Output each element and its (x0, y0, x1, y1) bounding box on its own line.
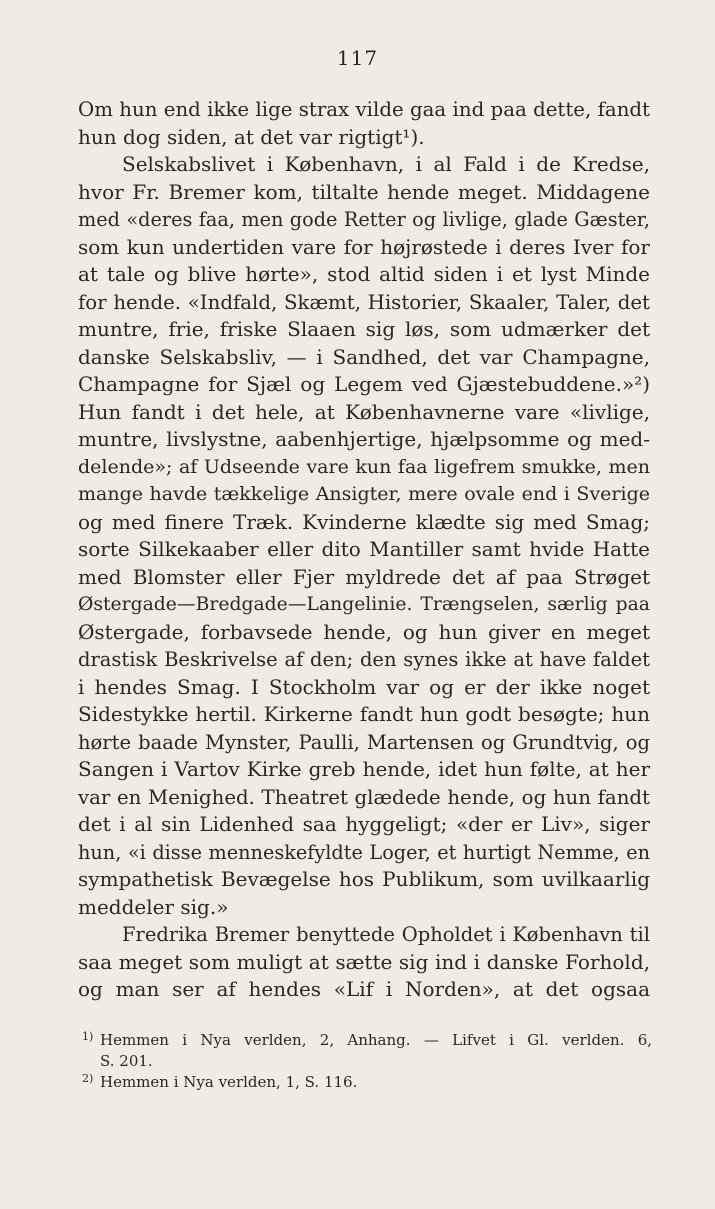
text-line: Sangen i Vartov Kirke greb hende, idet hun følte, at her (78, 757, 650, 781)
text-line: danske Selskabsliv, — i Sandhed, det var Champagne, (78, 344, 650, 369)
text-line: hun dog siden, at det var rigtigt¹). (78, 124, 425, 149)
text-line: med «deres faa, men gode Retter og livlige, glade Gæster, (78, 208, 650, 231)
text-line: at tale og blive hørte», stod altid siden i et lyst Minde (78, 262, 650, 286)
page-number: 117 (336, 46, 379, 70)
text-line: Selskabslivet i København, i al Fald i de Kredse, (122, 152, 650, 176)
text-line: delende»; af Udseende vare kun faa ligefrem smukke, men (78, 455, 650, 478)
text-line: sympathetisk Bevægelse hos Publikum, som uvilkaarlig (78, 867, 650, 891)
text-line: Champagne for Sjæl og Legem ved Gjæstebuddene.»²) (78, 372, 650, 396)
text-line: Østergade—Bredgade—Langelinie. Trængselen, særlig paa (78, 594, 650, 615)
text-line: for hende. «Indfald, Skæmt, Historier, Skaaler, Taler, det (78, 290, 650, 314)
text-line: Hun fandt i det hele, at Københavnerne vare «livlige, (78, 399, 650, 424)
text-line: drastisk Beskrivelse af den; den synes ikke at have faldet (78, 648, 650, 671)
text-line: saa meget som muligt at sætte sig ind i danske Forhold, (78, 949, 650, 974)
text-line: Østergade, forbavsede hende, og hun giver en meget (78, 619, 650, 644)
footnote-marker: 2) (82, 1072, 94, 1085)
text-line: som kun undertiden vare for højrøstede i deres Iver for (78, 234, 650, 259)
text-line: Sidestykke hertil. Kirkerne fandt hun godt besøgte; hun (78, 702, 650, 726)
footnote-line (82, 1030, 652, 1051)
text-line: Om hun end ikke lige strax vilde gaa ind paa dette, fandt (78, 98, 650, 121)
footnote (82, 1030, 652, 1072)
text-line: i hendes Smag. I Stockholm var og er der ikke noget (78, 674, 650, 699)
text-line: Fredrika Bremer benyttede Opholdet i København til (122, 923, 650, 946)
text-line: med Blomster eller Fjer myldrede det af paa Strøget (78, 564, 650, 589)
footnote-continuation: S. 201. (100, 1052, 153, 1070)
text-line: sorte Silkekaaber eller dito Mantiller samt hvide Hatte (78, 537, 650, 561)
text-line: hvor Fr. Bremer kom, tiltalte hende meget. Middagene (78, 179, 650, 204)
text-line: det i al sin Lidenhed saa hyggeligt; «der er Liv», siger (78, 812, 650, 836)
text-line: mange havde tækkelige Ansigter, mere ovale end i Sverige (78, 483, 650, 505)
text-line: muntre, livslystne, aabenhjertige, hjælpsomme og med- (78, 427, 650, 451)
text-line: og med finere Træk. Kvinderne klædte sig med Smag; (78, 509, 650, 534)
footnote-line (82, 1072, 652, 1093)
body-text (78, 96, 650, 1004)
text-line: hun, «i disse menneskefyldte Loger, et hurtigt Nemme, en (78, 840, 650, 864)
footnote-text: Hemmen i Nya verlden, 2, Anhang. — Lifvet i Gl. verlden. 6, (100, 1031, 652, 1049)
text-line: var en Menighed. Theatret glædede hende, og hun fandt (78, 785, 650, 809)
footnote-text: Hemmen i Nya verlden, 1, S. 116. (100, 1073, 358, 1091)
footnotes (82, 1030, 652, 1093)
text-line: meddeler sig.» (78, 894, 229, 919)
footnote (82, 1072, 652, 1093)
text-line: hørte baade Mynster, Paulli, Martensen og Grundtvig, og (78, 730, 650, 754)
text-line: og man ser af hendes «Lif i Norden», at det ogsaa (78, 977, 650, 1001)
text-line: muntre, frie, friske Slaaen sig løs, som udmærker det (78, 317, 650, 341)
footnote-marker: 1) (82, 1030, 94, 1043)
